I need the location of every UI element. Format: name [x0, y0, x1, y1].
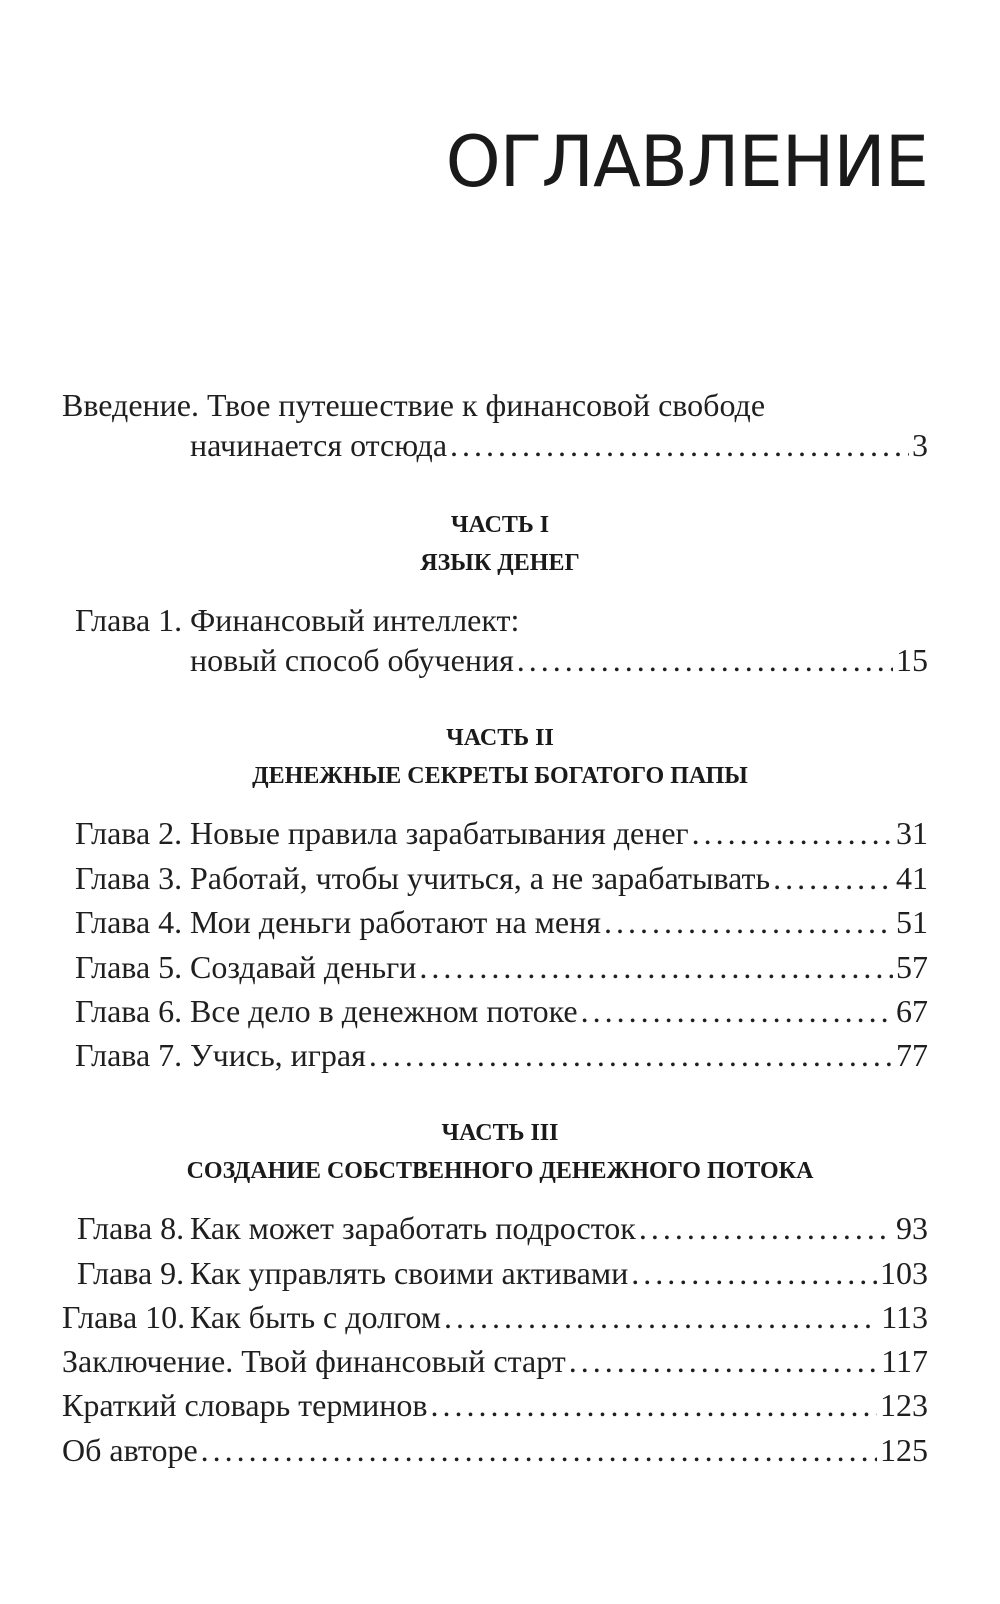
chapter-label: Глава 9.	[77, 1255, 185, 1291]
chapter-label: Глава 10.	[62, 1299, 186, 1335]
dot-leader	[450, 423, 909, 467]
intro-title-line2: начинается отсюда	[190, 427, 448, 463]
dot-leader	[569, 1339, 878, 1383]
toc-entry-intro[interactable]	[0, 383, 928, 427]
entry-title: Заключение. Твой финансовый старт	[62, 1343, 566, 1379]
page-number: 93	[896, 1210, 928, 1246]
toc-entry-chapter-2[interactable]	[0, 811, 928, 855]
page-number: 3	[912, 427, 928, 463]
part-label: ЧАСТЬ II	[446, 725, 554, 751]
page-number: 125	[880, 1432, 928, 1468]
page-number: 117	[881, 1343, 928, 1379]
dot-leader	[517, 638, 893, 682]
toc-entry-glossary[interactable]	[0, 1383, 928, 1427]
chapter-title-line2: новый способ обучения	[190, 642, 514, 678]
page-number: 113	[881, 1299, 928, 1335]
toc-entry-chapter-4[interactable]	[0, 900, 928, 944]
page-number: 77	[896, 1037, 928, 1073]
chapter-label: Глава 4.	[75, 904, 183, 940]
chapter-label: Глава 1.	[75, 602, 183, 638]
toc-entry-chapter-6[interactable]	[0, 989, 928, 1033]
dot-leader	[692, 811, 893, 855]
toc-entry-chapter-7[interactable]	[0, 1033, 928, 1077]
entry-title: Краткий словарь терминов	[62, 1387, 428, 1423]
dot-leader	[639, 1206, 893, 1250]
dot-leader	[430, 1383, 877, 1427]
chapter-label: Глава 8.	[77, 1210, 185, 1246]
page-number: 103	[880, 1255, 928, 1291]
chapter-title: Как быть с долгом	[190, 1299, 442, 1335]
dot-leader	[604, 900, 893, 944]
toc-entry-conclusion[interactable]	[0, 1339, 928, 1383]
chapter-label: Глава 7.	[75, 1037, 183, 1073]
part-title: ЯЗЫК ДЕНЕГ	[420, 550, 580, 576]
dot-leader	[581, 989, 893, 1033]
toc-entry-chapter-8[interactable]	[0, 1206, 928, 1250]
toc-entry-intro-cont[interactable]	[0, 423, 928, 467]
dot-leader	[444, 1295, 878, 1339]
page-number: 31	[896, 815, 928, 851]
part-3-heading	[0, 1114, 1000, 1190]
chapter-label: Глава 5.	[75, 949, 183, 985]
part-1-heading	[0, 506, 1000, 582]
chapter-title: Как управлять своими активами	[190, 1255, 629, 1291]
page-number: 41	[896, 860, 928, 896]
chapter-label: Глава 6.	[75, 993, 183, 1029]
chapter-label: Глава 3.	[75, 860, 183, 896]
dot-leader	[201, 1428, 877, 1472]
entry-title: Об авторе	[62, 1432, 198, 1468]
chapter-title: Учись, играя	[190, 1037, 366, 1073]
page-number: 67	[896, 993, 928, 1029]
chapter-title: Работай, чтобы учиться, а не зарабатывать	[190, 860, 771, 896]
chapter-title: Мои деньги работают на меня	[190, 904, 601, 940]
toc-entry-chapter-5[interactable]	[0, 945, 928, 989]
toc-entry-about-author[interactable]	[0, 1428, 928, 1472]
page-title: ОГЛАВЛЕНИЕ	[445, 121, 928, 203]
chapter-title: Новые правила зарабатывания денег	[190, 815, 689, 851]
part-2-heading	[0, 719, 1000, 795]
chapter-title: Как может заработать подросток	[190, 1210, 636, 1246]
dot-leader	[369, 1033, 893, 1077]
toc-entry-chapter-9[interactable]	[0, 1251, 928, 1295]
dot-leader	[419, 945, 893, 989]
toc-entry-chapter-10[interactable]	[0, 1295, 928, 1339]
chapter-title: Все дело в денежном потоке	[190, 993, 578, 1029]
toc-entry-chapter-1-cont[interactable]	[0, 638, 928, 682]
chapter-title-line1: Финансовый интеллект:	[190, 602, 520, 638]
toc-entry-chapter-1[interactable]	[0, 598, 928, 642]
part-label: ЧАСТЬ I	[450, 512, 550, 538]
dot-leader	[631, 1251, 877, 1295]
chapter-title: Создавай деньги	[190, 949, 417, 985]
page-number: 123	[880, 1387, 928, 1423]
dot-leader	[773, 856, 893, 900]
page-number: 57	[896, 949, 928, 985]
part-label: ЧАСТЬ III	[441, 1120, 559, 1146]
intro-title-line1: Введение. Твое путешествие к финансовой свободе	[62, 387, 766, 423]
page-number: 51	[896, 904, 928, 940]
chapter-label: Глава 2.	[75, 815, 183, 851]
toc-entry-chapter-3[interactable]	[0, 856, 928, 900]
page-number: 15	[896, 642, 928, 678]
part-title: ДЕНЕЖНЫЕ СЕКРЕТЫ БОГАТОГО ПАПЫ	[252, 763, 748, 789]
part-title: СОЗДАНИЕ СОБСТВЕННОГО ДЕНЕЖНОГО ПОТОКА	[186, 1158, 814, 1184]
